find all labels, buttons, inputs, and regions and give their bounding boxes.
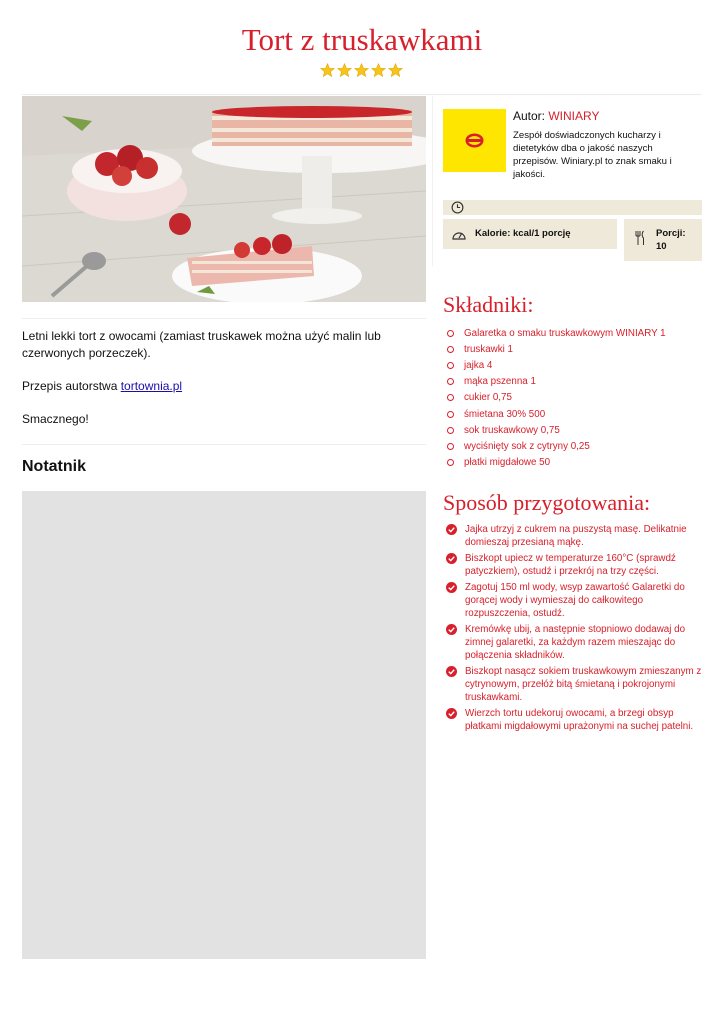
notes-title: Notatnik (22, 458, 86, 475)
author-label: Autor: (513, 109, 546, 123)
rating-stars (320, 63, 403, 78)
divider (22, 444, 426, 445)
author-credit-prefix: Przepis autorstwa (22, 379, 118, 393)
step-item: Kremówkę ubij, a następnie stopniowo dodawaj do zimnej galaretki, za każdym razem mieszając do połączenia składników. (446, 623, 702, 662)
recipe-description: Letni lekki tort z owocami (zamiast truskawek można użyć malin lub czerwonych porzeczek). (22, 329, 381, 360)
bullet-icon (447, 330, 454, 337)
bullet-icon (447, 378, 454, 385)
cutlery-icon (634, 230, 646, 246)
ingredient-item: wyciśnięty sok z cytryny 0,25 (447, 438, 666, 454)
preparation-title: Sposób przygotowania: (443, 490, 651, 515)
bullet-icon (447, 443, 454, 450)
ingredient-item: sok truskawkowy 0,75 (447, 422, 666, 438)
author-link[interactable]: tortownia.pl (120, 379, 183, 393)
ingredient-item: jajka 4 (447, 357, 666, 373)
author-line (513, 109, 599, 123)
divider (22, 318, 426, 319)
step-item: Biszkopt upiecz w temperaturze 160°C (sprawdź patyczkiem), ostudź i przekrój na trzy części. (446, 552, 702, 578)
step-item: Jajka utrzyj z cukrem na puszystą masę. Delikatnie domieszaj przesianą mąkę. (446, 523, 702, 549)
clock-icon (451, 201, 464, 214)
bullet-icon (447, 394, 454, 401)
ingredients-list (447, 325, 666, 471)
step-item: Wierzch tortu udekoruj owocami, a brzegi obsyp płatkami migdałowymi uprażonymi na suchej patelni. (446, 707, 702, 733)
author-name[interactable]: WINIARY (548, 109, 600, 123)
ingredient-item: cukier 0,75 (447, 390, 666, 406)
notes-area[interactable] (22, 491, 426, 959)
portions-value: 10 (656, 241, 667, 252)
recipe-title: Tort z truskawkami (241, 22, 483, 57)
author-credit (22, 378, 420, 395)
recipe-photo (22, 96, 426, 302)
ingredient-item: śmietana 30% 500 (447, 406, 666, 422)
portions-label: Porcji: (656, 228, 686, 239)
ingredient-item: płatki migdałowe 50 (447, 455, 666, 471)
bullet-icon (447, 427, 454, 434)
portions-box (624, 219, 702, 261)
star-icon (388, 63, 403, 78)
step-item: Biszkopt nasącz sokiem truskawkowym zmieszanym z cytrynowym, przełóż bitą śmietaną i pokrojonymi truskawkami. (446, 665, 702, 704)
winiary-logo-icon (443, 109, 506, 172)
ingredients-title: Składniki: (443, 292, 534, 317)
ingredient-item: mąka pszenna 1 (447, 374, 666, 390)
check-icon (446, 666, 457, 677)
check-icon (446, 582, 457, 593)
recipe-description-block (22, 328, 420, 444)
author-description: Zespół doświadczonych kucharzy i dietetyków dba o jakość naszych przepisów. Winiary.pl to znak smaku i jakości. (513, 130, 672, 180)
star-icon (354, 63, 369, 78)
top-divider (22, 94, 702, 95)
scale-icon (451, 227, 467, 241)
ingredient-item: truskawki 1 (447, 341, 666, 357)
column-divider (432, 96, 433, 266)
check-icon (446, 624, 457, 635)
check-icon (446, 708, 457, 719)
ingredient-item: Galaretka o smaku truskawkowym WINIARY 1 (447, 325, 666, 341)
author-logo (443, 109, 506, 172)
check-icon (446, 524, 457, 535)
bullet-icon (447, 459, 454, 466)
bullet-icon (447, 346, 454, 353)
star-icon (320, 63, 335, 78)
bullet-icon (447, 411, 454, 418)
step-item: Zagotuj 150 ml wody, wsyp zawartość Galaretki do gorącej wody i wymieszaj do całkowitego rozpuszczenia, ostudź. (446, 581, 702, 620)
preparation-steps (446, 523, 702, 736)
bullet-icon (447, 362, 454, 369)
star-icon (371, 63, 386, 78)
time-bar (443, 200, 702, 215)
check-icon (446, 553, 457, 564)
closing-text: Smacznego! (22, 412, 89, 426)
calories-text: Kalorie: kcal/1 porcję (475, 228, 571, 239)
calories-box (443, 219, 617, 249)
star-icon (337, 63, 352, 78)
